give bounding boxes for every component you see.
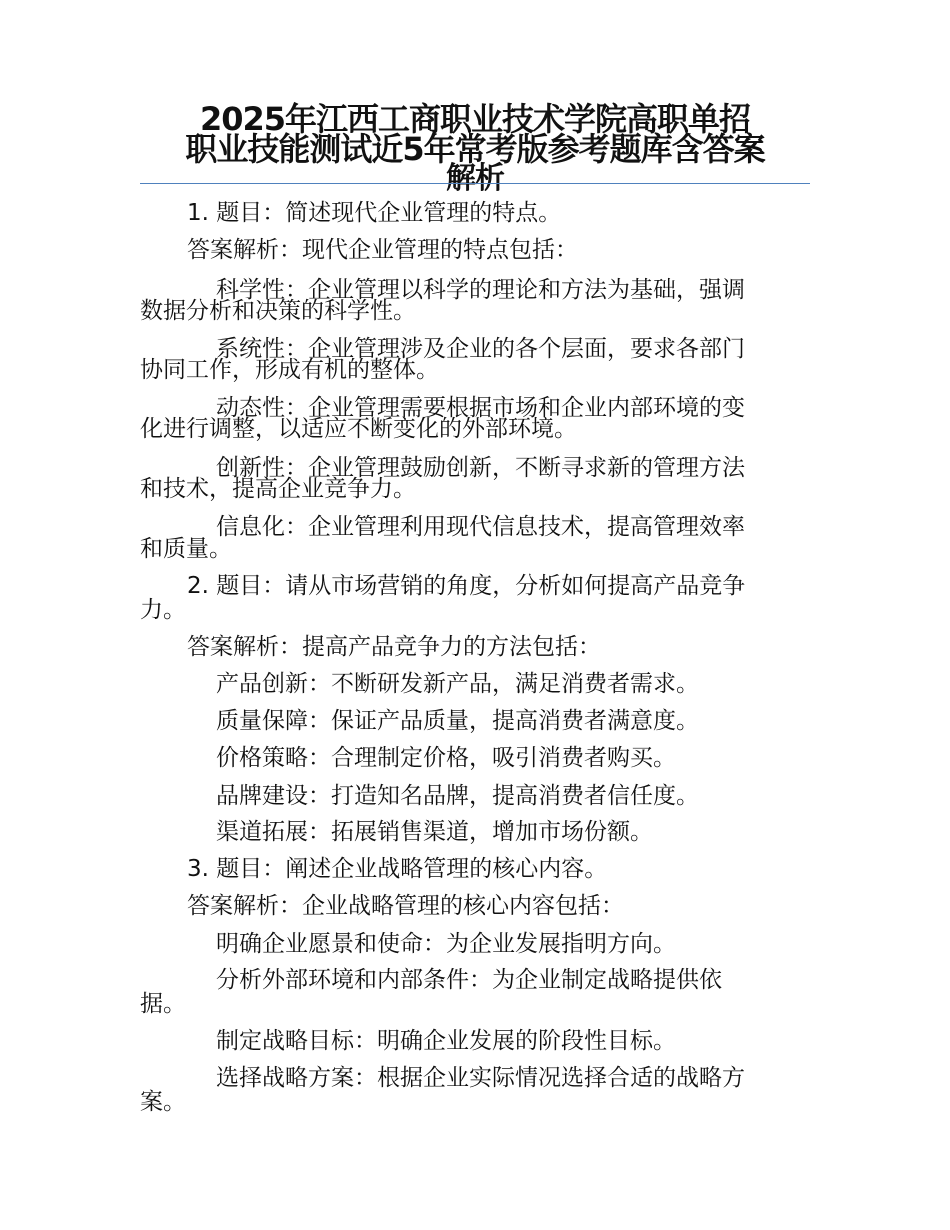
answer-2-item-4: 品牌建设：打造知名品牌，提高消费者信任度。 xyxy=(216,783,699,809)
answer-2-item-1: 产品创新：不断研发新产品，满足消费者需求。 xyxy=(216,671,699,697)
answer-3-item-4-cont: 案。 xyxy=(140,1089,186,1115)
answer-2-item-3: 价格策略：合理制定价格，吸引消费者购买。 xyxy=(216,745,676,771)
answer-1-item-2: 系统性：企业管理涉及企业的各个层面，要求各部门 xyxy=(216,336,745,362)
answer-1-item-4-cont: 和技术，提高企业竞争力。 xyxy=(140,476,416,502)
answer-1-item-1-cont: 数据分析和决策的科学性。 xyxy=(140,298,416,324)
header-divider xyxy=(140,183,810,184)
document-title xyxy=(140,100,810,196)
answer-1-item-2-cont: 协同工作，形成有机的整体。 xyxy=(140,357,439,383)
answer-3-item-4: 选择战略方案：根据企业实际情况选择合适的战略方 xyxy=(216,1065,745,1091)
answer-3-item-3: 制定战略目标：明确企业发展的阶段性目标。 xyxy=(216,1028,676,1054)
answer-3-item-1: 明确企业愿景和使命：为企业发展指明方向。 xyxy=(216,931,676,957)
answer-1-intro: 答案解析：现代企业管理的特点包括： xyxy=(187,237,578,263)
answer-1-item-3-cont: 化进行调整，以适应不断变化的外部环境。 xyxy=(140,416,577,442)
answer-3-item-2: 分析外部环境和内部条件：为企业制定战略提供依 xyxy=(216,967,722,993)
answer-1-item-3: 动态性：企业管理需要根据市场和企业内部环境的变 xyxy=(216,395,745,421)
answer-1-item-1: 科学性：企业管理以科学的理论和方法为基础，强调 xyxy=(216,277,745,303)
title-line-3: 解析 xyxy=(446,161,504,196)
question-2: 2. 题目：请从市场营销的角度，分析如何提高产品竞争 xyxy=(187,573,746,599)
answer-3-intro: 答案解析：企业战略管理的核心内容包括： xyxy=(187,893,624,919)
answer-2-item-2: 质量保障：保证产品质量，提高消费者满意度。 xyxy=(216,708,699,734)
title-line-1: 2025年江西工商职业技术学院高职单招 xyxy=(199,100,751,138)
title-line-2: 职业技能测试近5年常考版参考题库含答案 xyxy=(185,130,765,168)
answer-2-intro: 答案解析：提高产品竞争力的方法包括： xyxy=(187,634,601,660)
answer-1-item-4: 创新性：企业管理鼓励创新，不断寻求新的管理方法 xyxy=(216,455,745,481)
question-1: 1. 题目：简述现代企业管理的特点。 xyxy=(187,200,562,226)
answer-1-item-5-cont: 和质量。 xyxy=(140,536,232,562)
answer-2-item-5: 渠道拓展：拓展销售渠道，增加市场份额。 xyxy=(216,819,653,845)
answer-3-item-2-cont: 据。 xyxy=(140,991,186,1017)
question-3: 3. 题目：阐述企业战略管理的核心内容。 xyxy=(187,856,608,882)
answer-1-item-5: 信息化：企业管理利用现代信息技术，提高管理效率 xyxy=(216,514,745,540)
question-2-cont: 力。 xyxy=(140,597,186,623)
